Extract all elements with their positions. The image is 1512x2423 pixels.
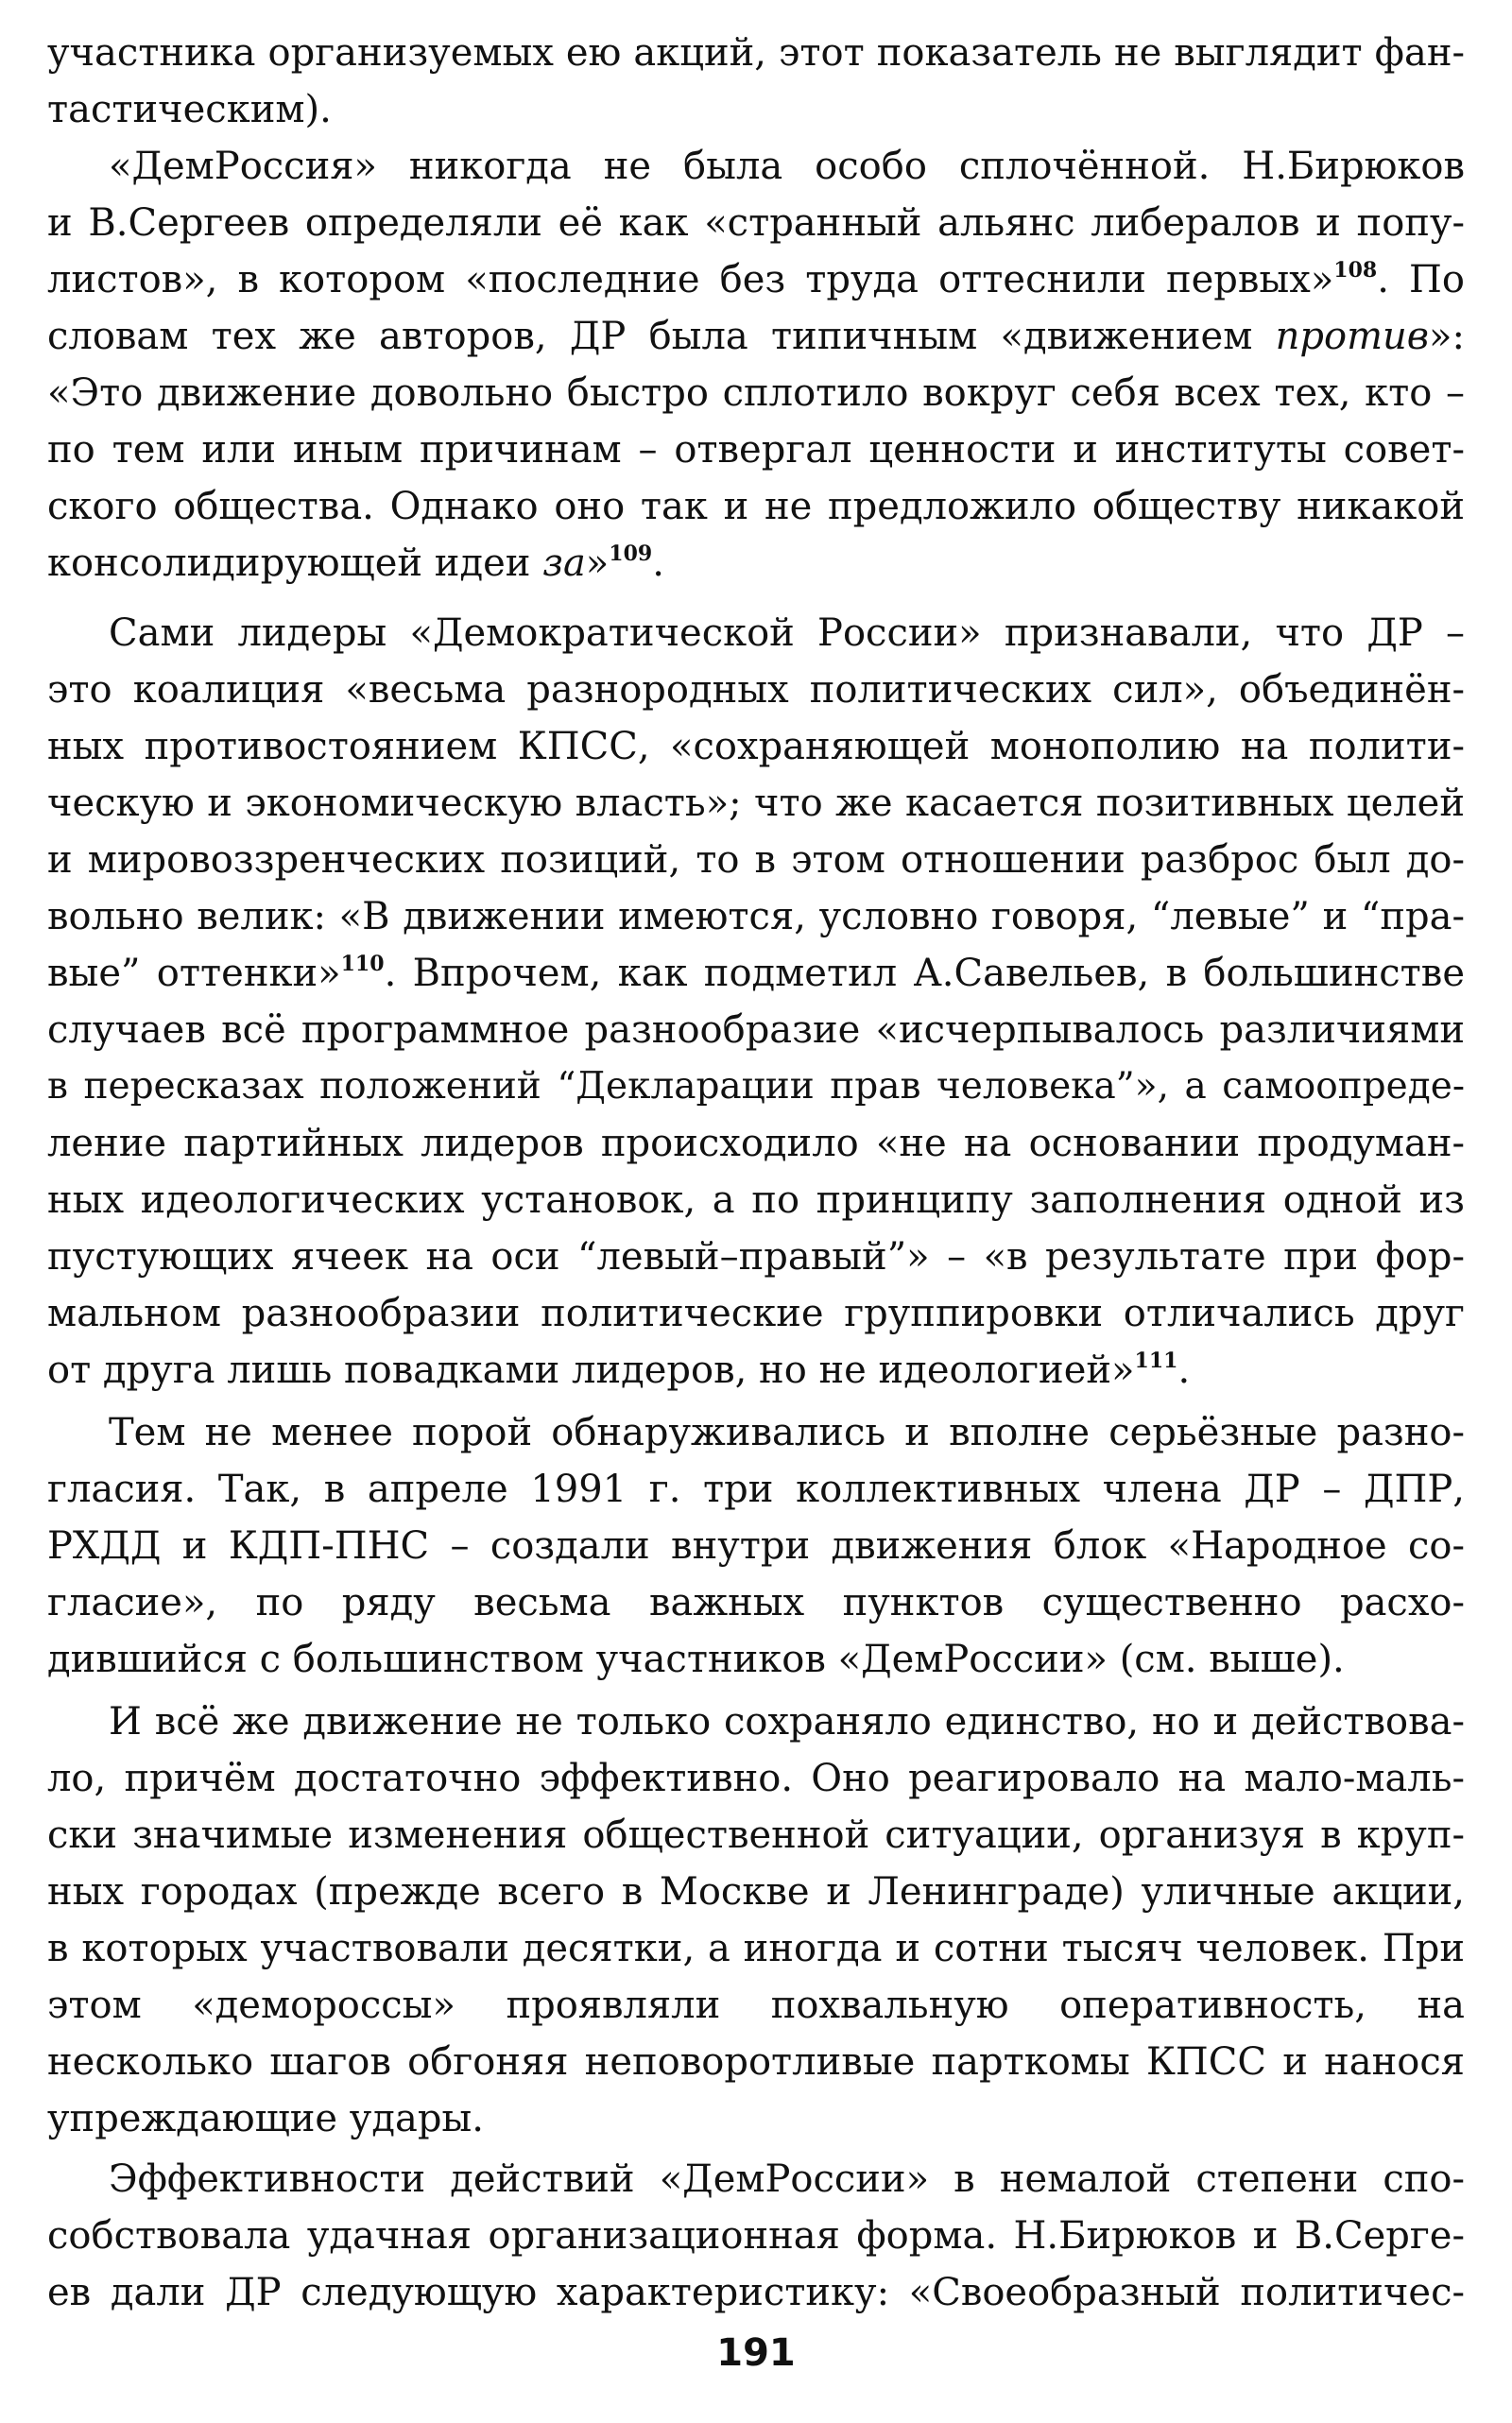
text-line: Тем не менее порой обнаруживались и вполне серьёзные разно- [109,1411,1465,1454]
text-line: ло, причём достаточно эффективно. Оно реагировало на мало-маль- [47,1757,1465,1800]
text-line: собствовала удачная организационная форма. Н.Бирюков и В.Серге- [47,2214,1465,2258]
emphasis: против [1275,315,1430,358]
text-line: «Это движение довольно быстро сплотило вокруг себя всех тех, кто – [47,371,1465,415]
text-line: тастическим). [47,88,332,131]
text-line: РХДД и КДП-ПНС – создали внутри движения блок «Народное со- [47,1524,1465,1568]
text-line: гласия. Так, в апреле 1991 г. три коллективных члена ДР – ДПР, [47,1468,1465,1511]
text-line: словам тех же авторов, ДР была типичным «движением против»: [47,315,1465,358]
text-line: Сами лидеры «Демократической России» признавали, что ДР – [109,611,1465,655]
text-line: и В.Сергеев определяли её как «странный альянс либералов и попу- [47,201,1465,245]
text-line: несколько шагов обгоняя неповоротливые парткомы КПСС и нанося [47,2040,1465,2084]
footnote-ref: 111 [1134,1349,1178,1373]
text-line: ски значимые изменения общественной ситуации, организуя в круп- [47,1813,1465,1857]
text-line: Эффективности действий «ДемРоссии» в немалой степени спо- [109,2157,1465,2201]
emphasis: за [542,541,586,585]
text-line: гласие», по ряду весьма важных пунктов существенно расхо- [47,1581,1465,1624]
text-line: этом «демороссы» проявляли похвальную оперативность, на [47,1984,1465,2027]
text-line: консолидирующей идеи за»$^{109}$. [47,541,664,585]
text-line: ление партийных лидеров происходило «не на основании продуман- [47,1122,1465,1165]
text-line: упреждающие удары. [47,2097,484,2140]
text-line: вые” оттенки»$^{110}$. Впрочем, как подметил А.Савельев, в большинстве [47,952,1466,995]
footnote-ref: 110 [340,952,385,976]
footnote-ref: 108 [1333,258,1378,283]
text-line: мальном разнообразии политические группировки отличались друг [47,1292,1465,1335]
text-line: «ДемРоссия» никогда не была особо сплочённой. Н.Бирюков [109,145,1465,188]
text-line: и мировоззренческих позиций, то в этом отношении разброс был до- [47,838,1465,882]
text-line: ных идеологических установок, а по принципу заполнения одной из [47,1178,1465,1222]
text-line: ных противостоянием КПСС, «сохраняющей монополию на полити- [47,725,1465,768]
text-line: И всё же движение не только сохраняло единство, но и действова- [109,1700,1465,1744]
text-line: по тем или иным причинам – отвергал ценности и институты совет- [47,428,1465,472]
text-line: ческую и экономическую власть»; что же касается позитивных целей [47,782,1465,825]
text-line: случаев всё программное разнообразие «исчерпывалось различиями [47,1008,1465,1052]
page-number: 191 [716,2331,796,2375]
text-line: дившийся с большинством участников «ДемРоссии» (см. выше). [47,1638,1345,1681]
text-line: участника организуемых ею акций, этот показатель не выглядит фан- [47,31,1465,75]
footnote-ref: 109 [609,541,653,566]
text-line: от друга лишь повадками лидеров, но не идеологией»$^{111}$. [47,1349,1191,1392]
text-line: ев дали ДР следующую характеристику: «Своеобразный политичес- [47,2271,1465,2314]
text-line: в пересказах положений “Декларации прав человека”», а самоопреде- [47,1065,1465,1108]
text-line: листов», в котором «последние без труда оттеснили первых»$^{108}$. По [47,258,1465,301]
text-line: это коалиция «весьма разнородных политических сил», объединён- [47,668,1465,712]
text-line: ского общества. Однако оно так и не предложило обществу никакой [47,485,1465,528]
text-line: в которых участвовали десятки, а иногда и сотни тысяч человек. При [47,1927,1465,1970]
text-line: ных городах (прежде всего в Москве и Ленинграде) уличные акции, [47,1870,1465,1914]
text-line: пустующих ячеек на оси “левый–правый”» – «в результате при фор- [47,1235,1465,1279]
text-line: вольно велик: «В движении имеются, условно говоря, “левые” и “пра- [47,895,1465,938]
